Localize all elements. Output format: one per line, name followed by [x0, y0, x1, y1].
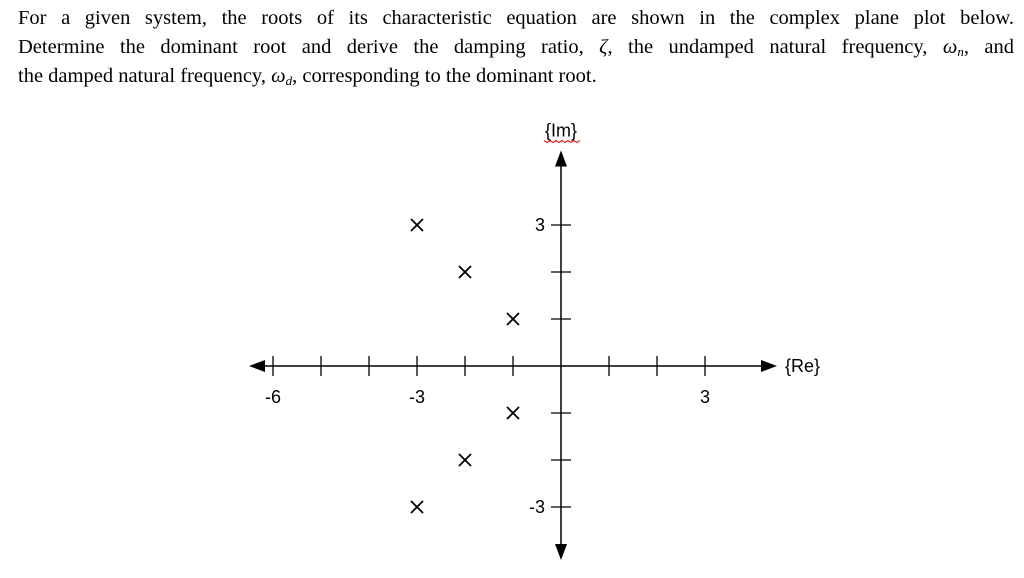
omega-d-symbol: $\omega_d$: [271, 65, 293, 88]
imag-axis-bottom-arrow-icon: [555, 544, 567, 560]
imag-axis-title: {Im}: [544, 120, 578, 141]
real-axis-right-arrow-icon: [761, 360, 777, 372]
root-marker: [459, 454, 471, 466]
real-axis-title: {Re}: [785, 356, 821, 376]
root-marker: [507, 313, 519, 325]
x-tick-label: -6: [264, 387, 282, 407]
problem-text: Determine the dominant root and derive the damping ratio,: [18, 36, 600, 58]
axes: [249, 151, 777, 561]
problem-text: , the undamped natural frequency,: [607, 36, 943, 58]
y-tick-label: -3: [528, 497, 545, 517]
omega-n-symbol: $\omega_n$: [942, 36, 964, 59]
real-axis-left-arrow-icon: [249, 360, 265, 372]
x-tick-label: 3: [699, 387, 711, 407]
root-marker: [411, 219, 423, 231]
zeta-symbol: ζ: [599, 36, 608, 58]
root-marker: [411, 501, 423, 513]
problem-text: , and: [963, 36, 1014, 58]
problem-text: For a given system, the roots of its characteristic equation are shown in the complex plane plot below.: [18, 7, 1014, 29]
problem-text: the damped natural frequency,: [18, 65, 272, 87]
imag-axis-top-arrow-icon: [555, 151, 567, 167]
tick-labels: [265, 121, 820, 518]
x-tick-label: -3: [408, 387, 426, 407]
problem-text: , corresponding to the dominant root.: [292, 65, 597, 87]
spellcheck-underline: [544, 141, 580, 143]
y-tick-label: 3: [534, 215, 545, 235]
root-marker: [507, 407, 519, 419]
root-marker: [459, 266, 471, 278]
